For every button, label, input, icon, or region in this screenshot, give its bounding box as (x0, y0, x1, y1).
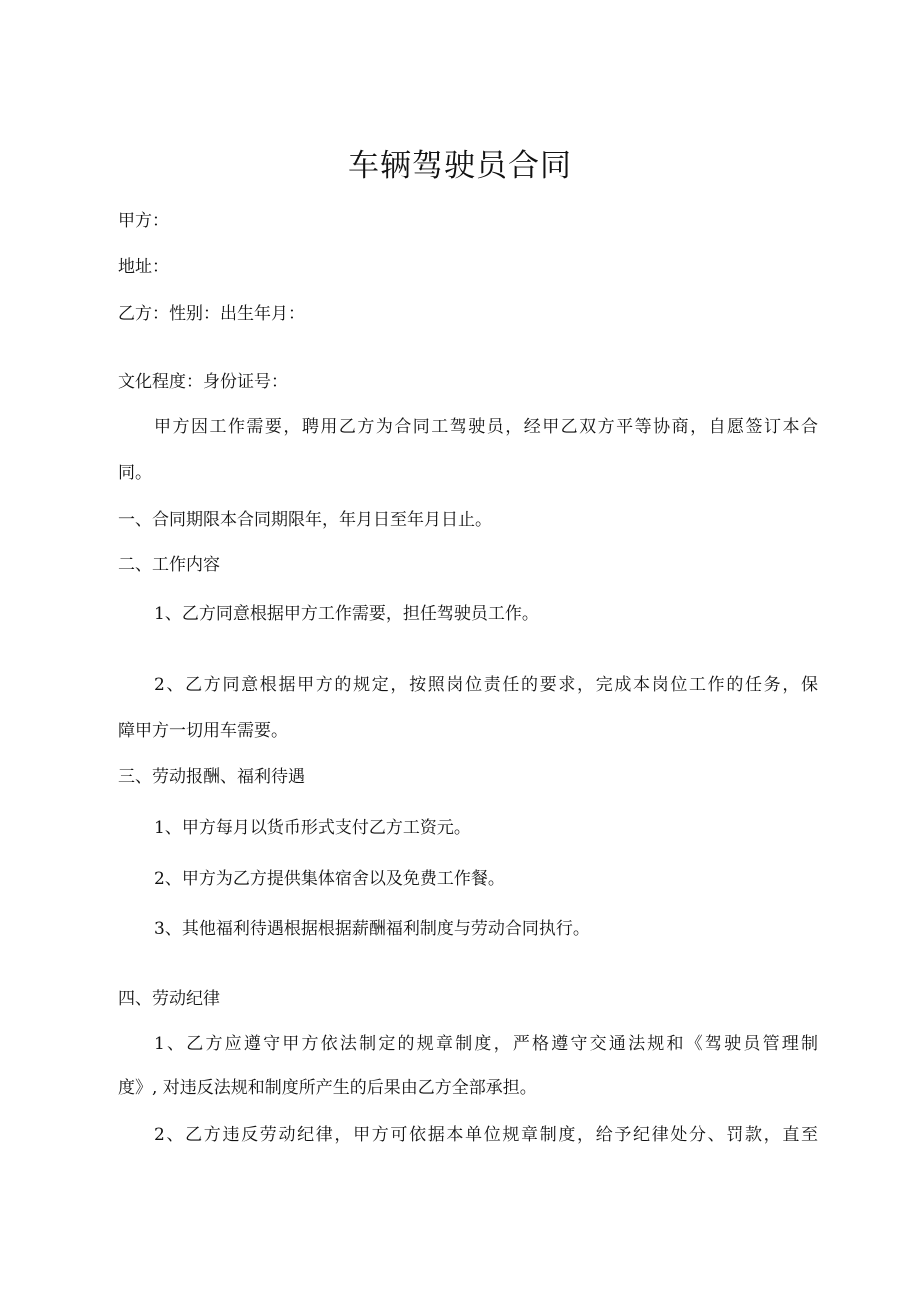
intro-paragraph-line: 同。 (118, 463, 152, 483)
clause-item-continuation: 度》, 对违反法规和制度所产生的后果由乙方全部承担。 (118, 1078, 537, 1098)
party-a-field: 甲方： (118, 211, 169, 231)
clause-item: 2、乙方同意根据甲方的规定，按照岗位责任的要求，完成本岗位工作的任务，保 (154, 675, 818, 695)
clause-item: 1、甲方每月以货币形式支付乙方工资元。 (154, 818, 471, 838)
clause-item: 1、乙方同意根据甲方工作需要，担任驾驶员工作。 (154, 604, 539, 624)
clause-item: 2、甲方为乙方提供集体宿舍以及免费工作餐。 (154, 869, 505, 889)
intro-paragraph-line: 甲方因工作需要，聘用乙方为合同工驾驶员，经甲乙双方平等协商，自愿签订本合 (154, 417, 818, 437)
section-heading-work: 二、工作内容 (118, 555, 220, 575)
clause-item-continuation: 障甲方一切用车需要。 (118, 721, 288, 741)
section-heading-term: 一、合同期限本合同期限年，年月日至年月日止。 (118, 510, 492, 530)
clause-item: 2、乙方违反劳动纪律，甲方可依据本单位规章制度，给予纪律处分、罚款，直至 (154, 1125, 818, 1145)
document-title: 车辆驾驶员合同 (348, 148, 572, 184)
clause-item: 3、其他福利待遇根据根据薪酬福利制度与劳动合同执行。 (154, 919, 590, 939)
section-heading-discipline: 四、劳动纪律 (118, 989, 220, 1009)
section-heading-compensation: 三、劳动报酬、福利待遇 (118, 767, 305, 787)
clause-item: 1、乙方应遵守甲方依法制定的规章制度，严格遵守交通法规和《驾驶员管理制 (154, 1034, 818, 1054)
address-field: 地址： (118, 257, 169, 277)
education-id-field: 文化程度：身份证号： (118, 372, 288, 392)
party-b-field: 乙方：性别：出生年月： (118, 304, 305, 324)
